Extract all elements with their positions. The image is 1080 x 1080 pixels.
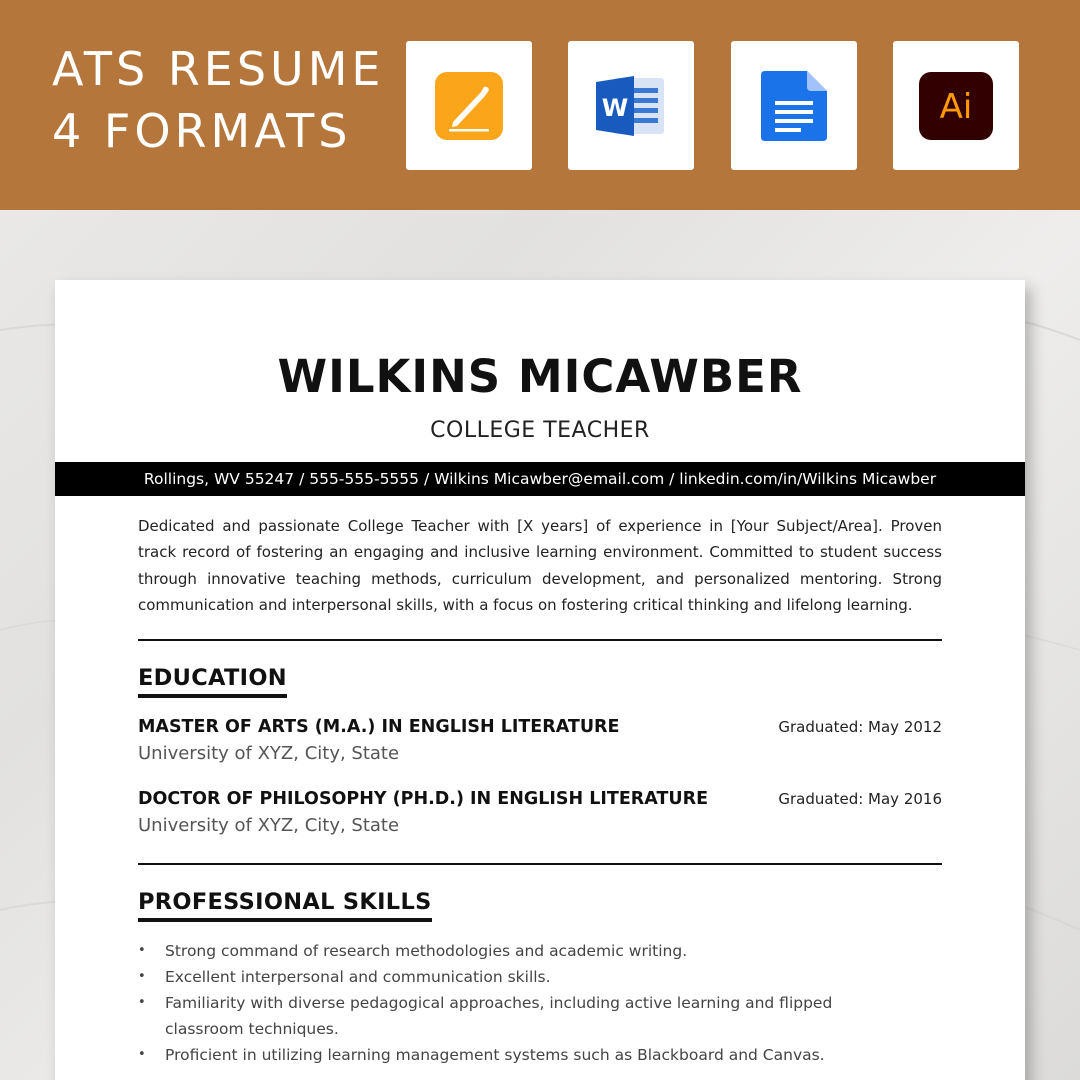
degree-school: University of XYZ, City, State <box>138 743 400 764</box>
svg-text:W: W <box>601 93 629 122</box>
skills-heading: PROFESSIONAL SKILLS <box>138 889 432 922</box>
degree-title: MASTER OF ARTS (M.A.) IN ENGLISH LITERATURE <box>138 717 620 737</box>
education-heading: EDUCATION <box>138 665 287 698</box>
skills-list <box>138 938 838 1068</box>
resume-role: COLLEGE TEACHER <box>430 418 650 443</box>
skill-item: • Strong command of research methodologies and academic writing. <box>138 938 838 964</box>
degree-title: DOCTOR OF PHILOSOPHY (PH.D.) IN ENGLISH LITERATURE <box>138 789 709 809</box>
word-format-tile <box>568 41 694 170</box>
skill-item: • Familiarity with diverse pedagogical approaches, including active learning and flipped classroom techniques. <box>138 990 838 1042</box>
resume-name: WILKINS MICAWBER <box>277 350 803 403</box>
resume-summary: Dedicated and passionate College Teacher with [X years] of experience in [Your Subject/Area]. Proven track record of fostering an engaging and inclusive learning environment. Committed to student success through innovative teaching methods, curriculum development, and personalized mentoring. Strong communication and interpersonal skills, with a focus on fostering critical thinking and lifelong learning. <box>138 517 942 614</box>
illustrator-icon <box>919 72 993 140</box>
pages-format-tile <box>406 41 532 170</box>
graduation-date: Graduated: May 2012 <box>778 718 942 736</box>
skill-item: • Excellent interpersonal and communication skills. <box>138 964 838 990</box>
skill-item: • Proficient in utilizing learning management systems such as Blackboard and Canvas. <box>138 1042 838 1068</box>
illustrator-format-tile <box>893 41 1019 170</box>
degree-school: University of XYZ, City, State <box>138 815 400 836</box>
illustrator-icon-label: Ai <box>939 86 973 127</box>
banner-title-line2: 4 FORMATS <box>52 104 352 158</box>
pages-icon <box>435 72 503 140</box>
banner-title-line1: ATS RESUME <box>52 42 385 96</box>
google-docs-format-tile <box>731 41 857 170</box>
google-docs-icon <box>761 71 827 141</box>
section-divider <box>138 863 942 865</box>
word-icon <box>594 74 668 138</box>
contact-bar: Rollings, WV 55247 / 555-555-5555 / Wilkins Micawber@email.com / linkedin.com/in/Wilkins Micawber <box>55 462 1025 496</box>
banner-title <box>52 38 384 162</box>
promo-banner <box>0 0 1080 210</box>
graduation-date: Graduated: May 2016 <box>778 790 942 808</box>
section-divider <box>138 639 942 641</box>
